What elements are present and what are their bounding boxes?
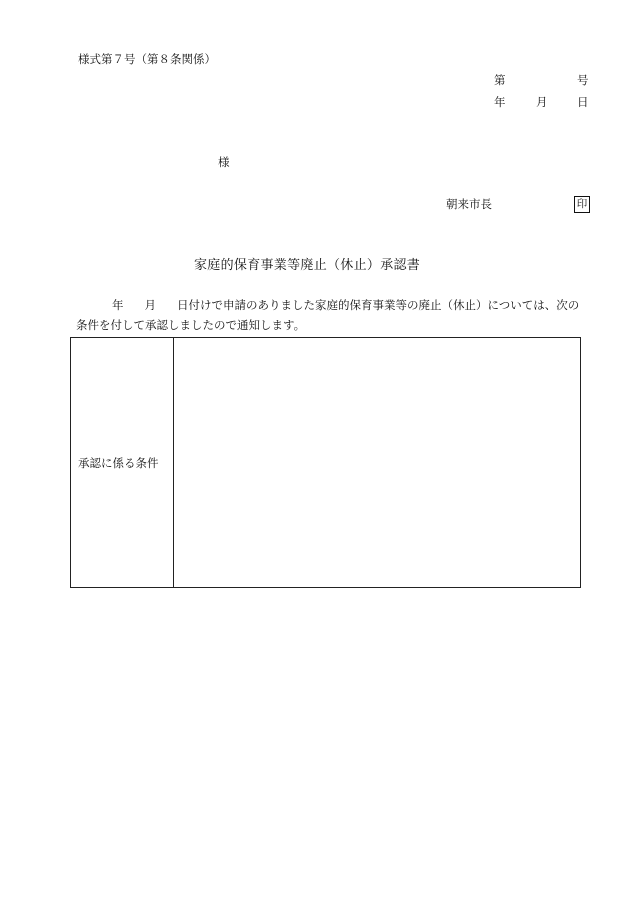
body-year-label: 年 — [112, 298, 124, 312]
conditions-table — [70, 337, 581, 588]
date-month-label: 月 — [536, 95, 548, 109]
document-title: 家庭的保育事業等廃止（休止）承認書 — [194, 258, 421, 273]
body-text-rest: 日付けで申請のありました家庭的保育事業等の廃止（休止）については、次の — [177, 298, 580, 312]
seal-mark: 印 — [574, 196, 590, 213]
date-year-label: 年 — [494, 95, 506, 109]
issuer-name: 朝来市長 — [446, 197, 492, 211]
conditions-label-cell — [71, 338, 174, 587]
body-text-line-2: 条件を付して承認しましたので通知します。 — [76, 318, 306, 332]
form-number: 様式第７号（第８条関係） — [78, 52, 216, 66]
conditions-label: 承認に係る条件 — [78, 456, 159, 470]
date-day-label: 日 — [577, 95, 589, 109]
doc-number-prefix: 第 — [494, 73, 506, 87]
body-month-label: 月 — [144, 298, 156, 312]
conditions-value-cell — [174, 338, 580, 587]
doc-number-suffix: 号 — [577, 73, 589, 87]
body-text-line-1 — [112, 300, 579, 312]
addressee-honorific: 様 — [218, 155, 230, 169]
